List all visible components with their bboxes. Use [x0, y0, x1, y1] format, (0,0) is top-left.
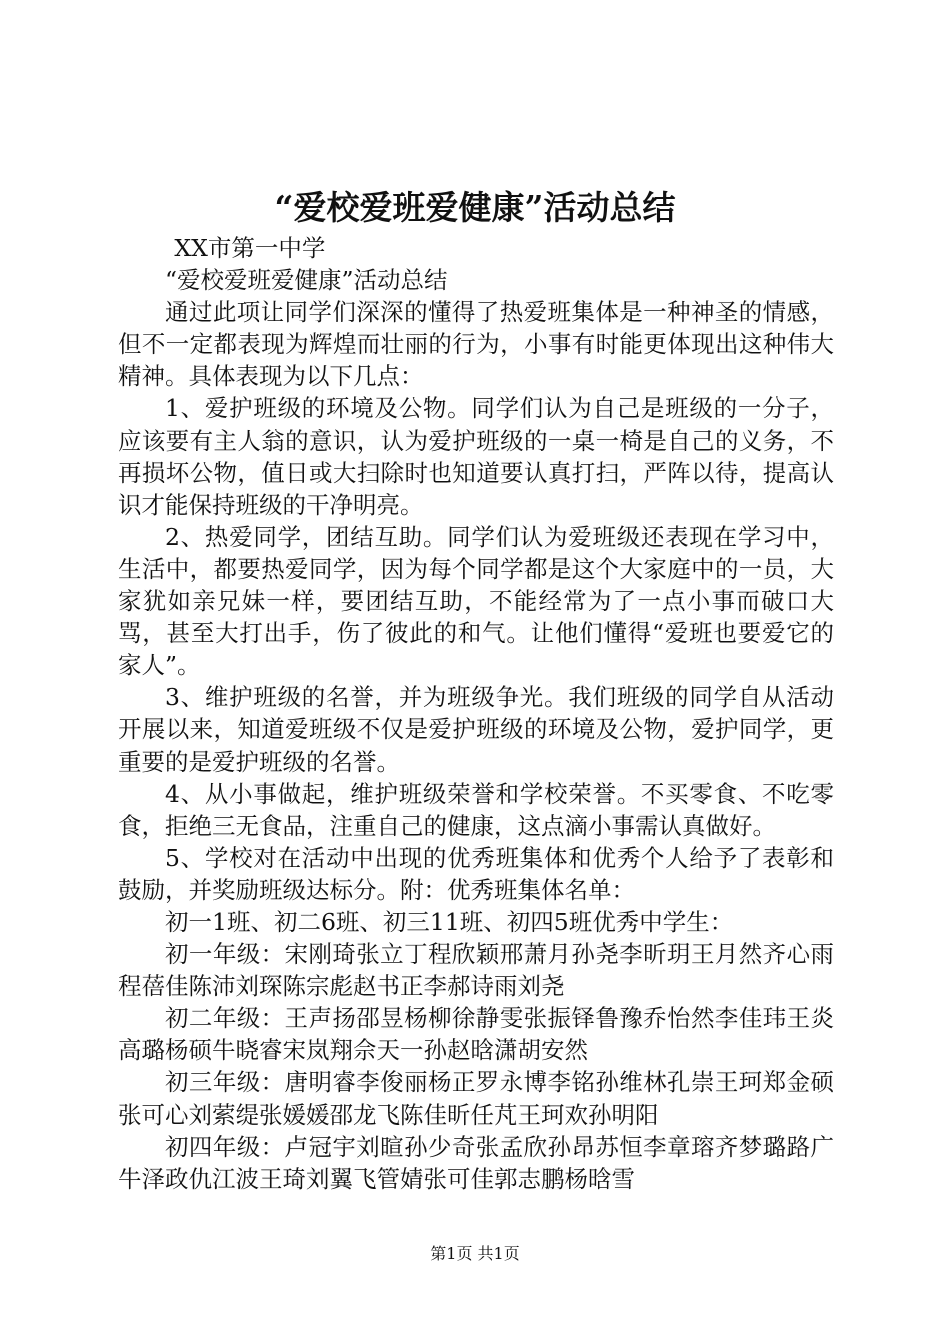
grade-3-students: 初三年级：唐明睿李俊丽杨正罗永博李铭孙维林孔崇王珂郑金硕张可心刘萦缇张媛媛邵龙飞陈佳昕任芃王珂欢孙明阳 [118, 1068, 834, 1129]
excellent-classes-list: 初一1班、初二6班、初三11班、初四5班优秀中学生： [165, 907, 734, 936]
document-title: “爱校爱班爱健康”活动总结 [274, 188, 676, 227]
grade-4-students: 初四年级：卢冠宇刘暄孙少奇张孟欣孙昂苏恒李章瑢齐梦璐路广牛泽政仇江波王琦刘翼飞管婧张可佳郭志鹏杨晗雪 [118, 1132, 834, 1193]
page-footer: 第1页 共1页 [430, 1244, 520, 1263]
document-subtitle: “爱校爱班爱健康”活动总结 [165, 266, 448, 295]
document-body [118, 232, 834, 1195]
point-5-paragraph: 5、学校对在活动中出现的优秀班集体和优秀个人给予了表彰和鼓励，并奖励班级达标分。附：优秀班集体名单： [118, 843, 834, 904]
school-name: XX市第一中学 [174, 234, 326, 262]
point-1-paragraph: 1、爱护班级的环境及公物。同学们认为自己是班级的一分子，应该要有主人翁的意识，认为爱护班级的一桌一椅是自己的义务，不再损坏公物，值日或大扫除时也知道要认真打扫，严阵以待，提高认识才能保持班级的干净明亮。 [118, 394, 834, 519]
point-2-paragraph: 2、热爱同学，团结互助。同学们认为爱班级还表现在学习中，生活中，都要热爱同学，因为每个同学都是这个大家庭中的一员，大家犹如亲兄妹一样，要团结互助，不能经常为了一点小事而破口大骂，甚至大打出手，伤了彼此的和气。让他们懂得“爱班也要爱它的家人”。 [118, 522, 834, 680]
grade-1-students: 初一年级：宋刚琦张立丁程欣颖邢萧月孙尧李昕玥王月然齐心雨程蓓佳陈沛刘琛陈宗彪赵书正李郝诗雨刘尧 [118, 940, 834, 1001]
point-3-paragraph: 3、维护班级的名誉，并为班级争光。我们班级的同学自从活动开展以来，知道爱班级不仅是爱护班级的环境及公物，爱护同学，更重要的是爱护班级的名誉。 [118, 683, 834, 776]
point-4-paragraph: 4、从小事做起，维护班级荣誉和学校荣誉。不买零食、不吃零食，拒绝三无食品，注重自己的健康，这点滴小事需认真做好。 [118, 779, 834, 840]
intro-paragraph: 通过此项让同学们深深的懂得了热爱班集体是一种神圣的情感，但不一定都表现为辉煌而壮丽的行为，小事有时能更体现出这种伟大精神。具体表现为以下几点： [118, 298, 834, 391]
grade-2-students: 初二年级：王声扬邵昱杨柳徐静雯张振铎鲁豫乔怡然李佳玮王炎高璐杨硕牛晓睿宋岚翔佘天一孙赵晗潇胡安然 [118, 1004, 834, 1065]
